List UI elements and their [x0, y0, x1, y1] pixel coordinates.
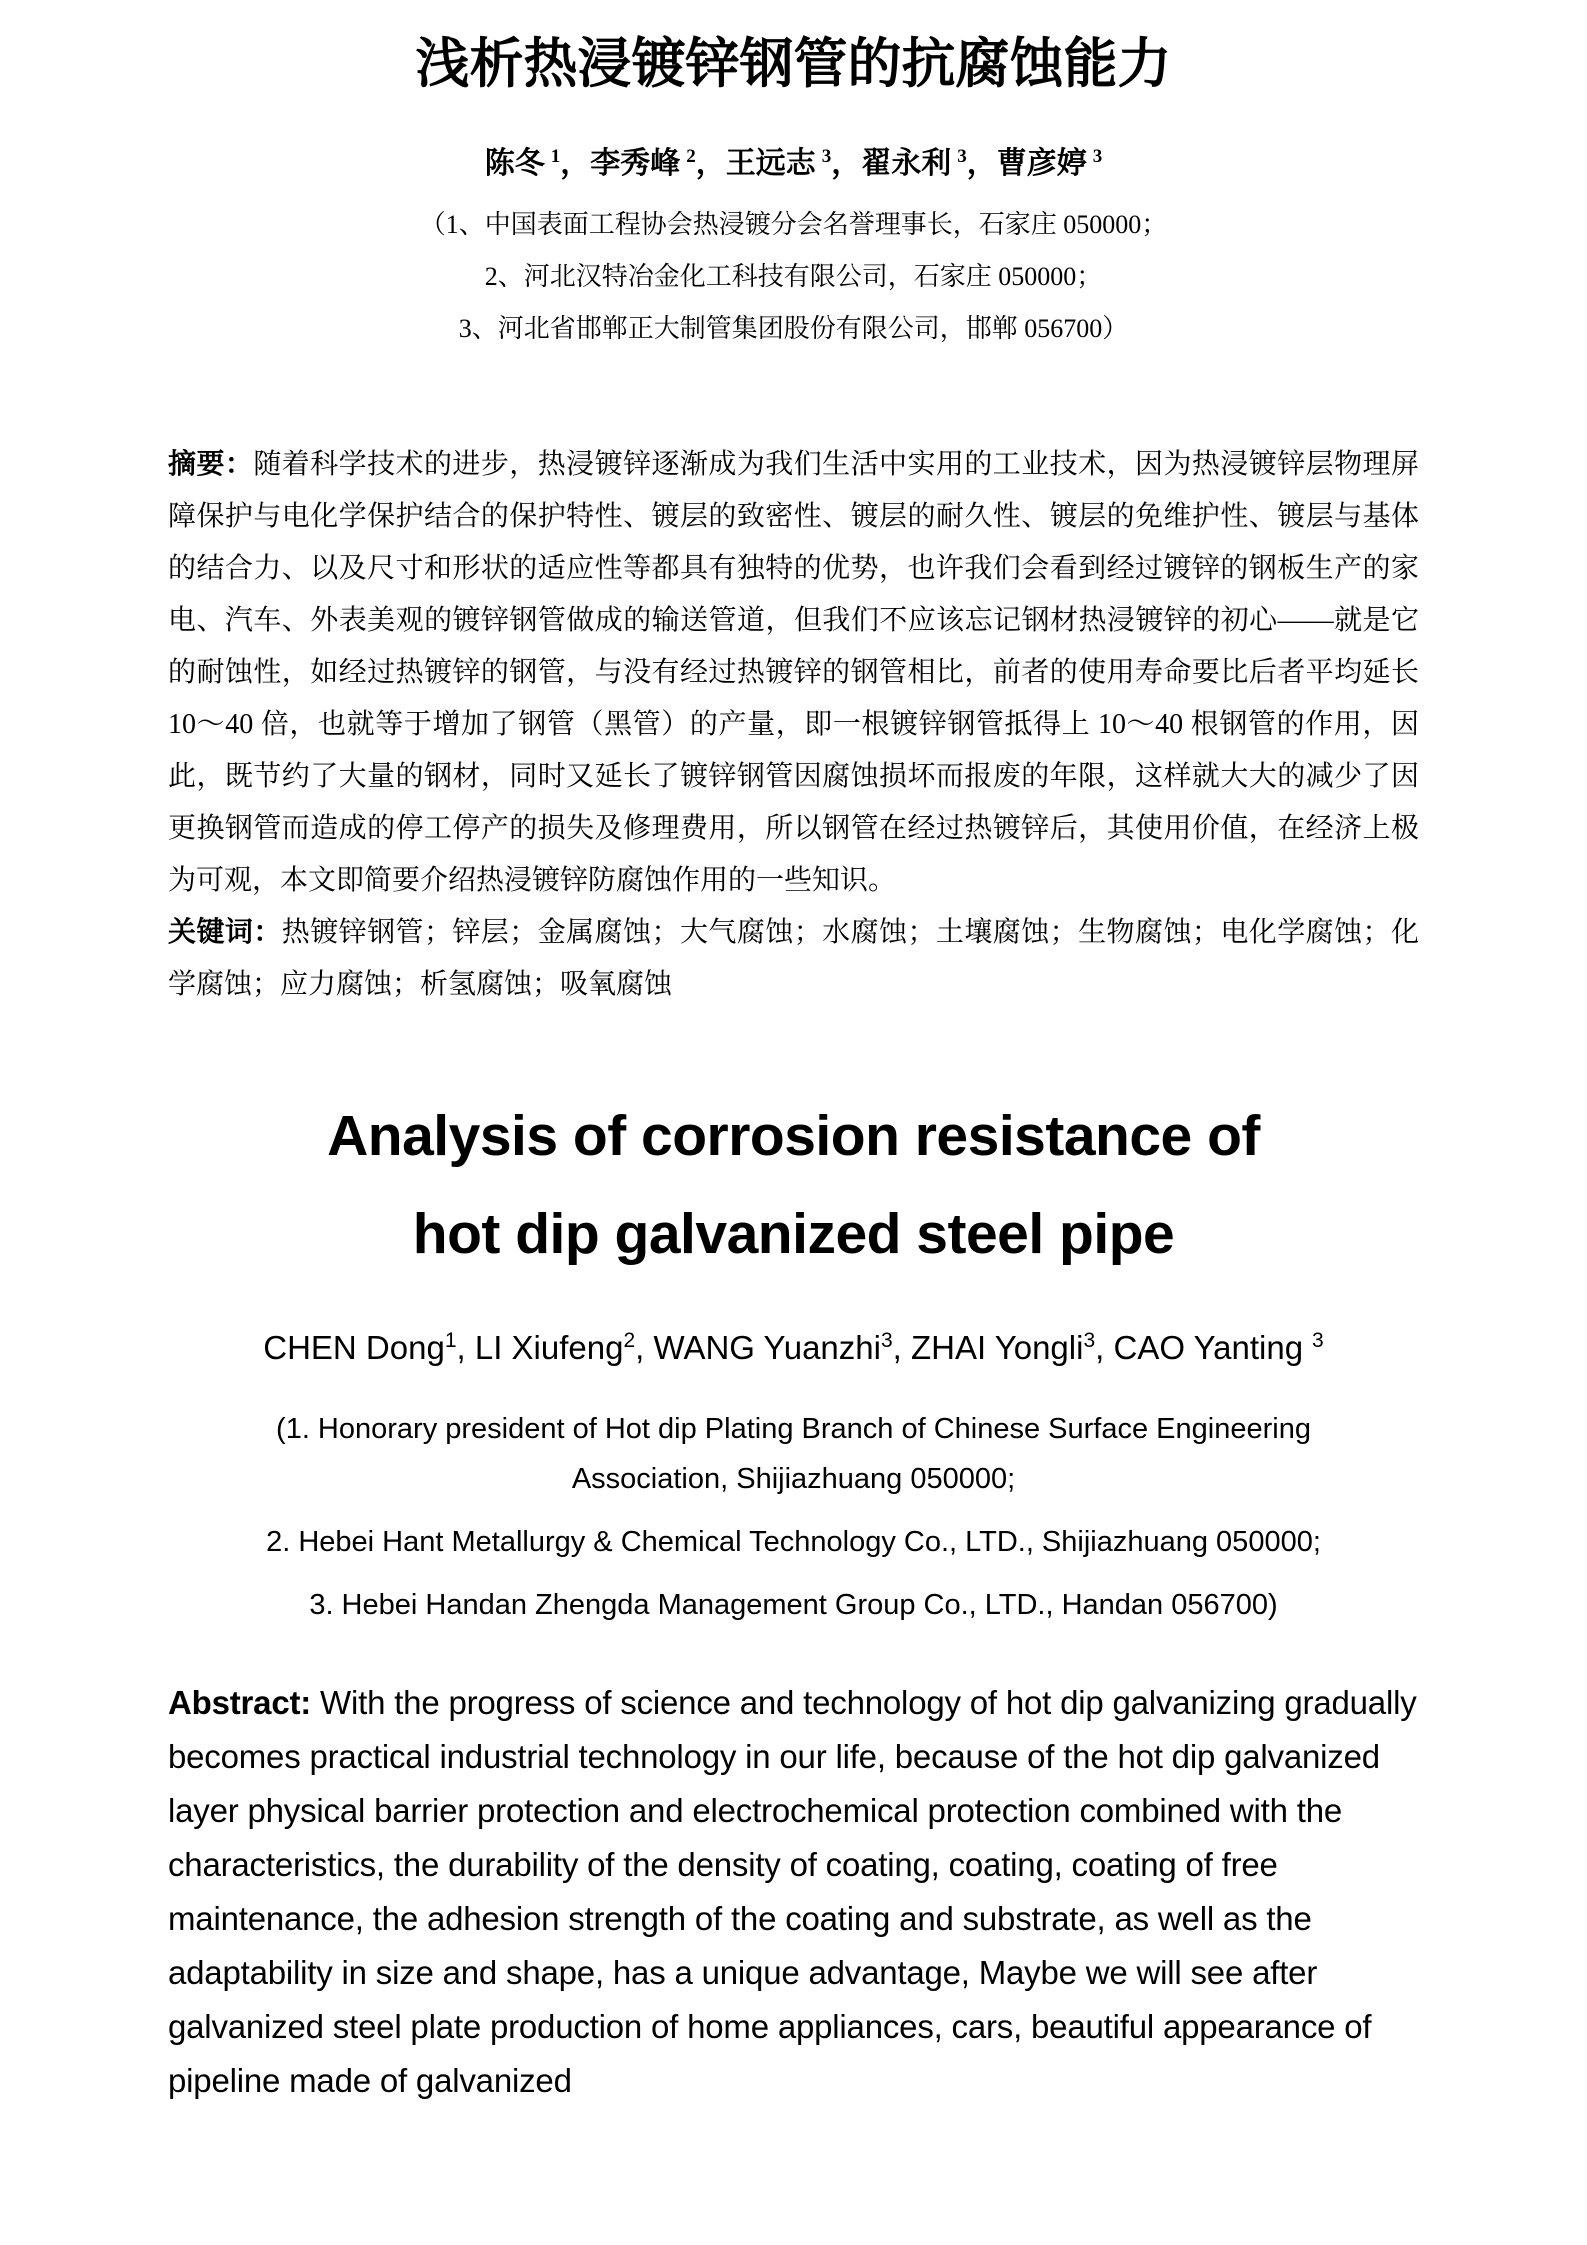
author-separator: , [1095, 1329, 1114, 1366]
english-abstract-text: With the progress of science and technology of hot dip galvanizing gradually becomes practical industrial technology in our life, because of the hot dip galvanized layer physical barrier protection and electrochemical protection combined with the characteristics, the durability of the density of coating, coating, coating of free maintenance, the adhesion strength of the coating and substrate, as well as the adaptability in size and shape, has a unique advantage, Maybe we will see after galvanized steel plate production of home appliances, cars, beautiful appearance of pipeline made of galvanized [168, 1684, 1417, 2099]
english-title [168, 1087, 1419, 1283]
author-superscript: 2 [623, 1329, 636, 1352]
author-separator: ， [966, 147, 997, 180]
english-authors [168, 1319, 1419, 1370]
chinese-affiliation-line: （1、中国表面工程协会热浸镀分会名誉理事长，石家庄 050000； [419, 210, 1168, 239]
author-separator: , [456, 1329, 475, 1366]
chinese-abstract [168, 439, 1419, 907]
author-superscript: 3 [1092, 146, 1103, 167]
chinese-author-name: 李秀峰 [590, 147, 681, 180]
author-superscript: 3 [880, 1329, 893, 1352]
author-superscript: 3 [1083, 1329, 1096, 1352]
author-separator: ， [560, 147, 591, 180]
english-title-line: Analysis of corrosion resistance of [327, 1104, 1260, 1168]
chinese-author-name: 陈冬 [484, 147, 545, 180]
author-superscript: 1 [550, 146, 561, 167]
chinese-authors [168, 136, 1419, 185]
english-affiliation-line: (1. Honorary president of Hot dip Plating Branch of Chinese Surface Engineering Association, Shijiazhuang 050000; [276, 1413, 1311, 1495]
english-author-name: LI Xiufeng [474, 1329, 624, 1366]
author-separator: , [892, 1329, 911, 1366]
english-author-name: CHEN Dong [263, 1329, 445, 1366]
chinese-abstract-label: 摘要： [168, 449, 254, 480]
chinese-author-name: 王远志 [725, 147, 816, 180]
author-separator: ， [695, 147, 726, 180]
chinese-affiliation-line: 3、河北省邯郸正大制管集团股份有限公司，邯郸 056700） [458, 314, 1129, 343]
author-superscript: 3 [821, 146, 832, 167]
chinese-keywords-text: 热镀锌钢管；锌层；金属腐蚀；大气腐蚀；水腐蚀；土壤腐蚀；生物腐蚀；电化学腐蚀；化学腐蚀；应力腐蚀；析氢腐蚀；吸氧腐蚀 [168, 917, 1419, 1000]
chinese-keywords-label: 关键词： [168, 917, 282, 948]
author-superscript: 1 [444, 1329, 457, 1352]
author-separator: ， [831, 147, 862, 180]
english-abstract-label: Abstract: [168, 1684, 312, 1721]
author-separator: , [635, 1329, 654, 1366]
author-superscript: 3 [1312, 1329, 1324, 1352]
english-author-name: CAO Yanting [1113, 1329, 1304, 1366]
chinese-affiliations [168, 199, 1419, 355]
english-affiliation-line: 2. Hebei Hant Metallurgy & Chemical Technology Co., LTD., Shijiazhuang 050000; [266, 1526, 1321, 1558]
chinese-affiliation-line: 2、河北汉特冶金化工科技有限公司，石家庄 050000； [484, 262, 1103, 291]
chinese-author-name: 曹彦婷 [996, 147, 1087, 180]
author-superscript: 3 [957, 146, 967, 167]
english-author-name: WANG Yuanzhi [653, 1329, 881, 1366]
english-affiliation-line: 3. Hebei Handan Zhengda Management Group Co., LTD., Handan 056700) [309, 1589, 1278, 1621]
english-title-line: hot dip galvanized steel pipe [412, 1202, 1175, 1266]
chinese-title: 浅析热浸镀锌钢管的抗腐蚀能力 [415, 34, 1172, 94]
chinese-abstract-text: 随着科学技术的进步，热浸镀锌逐渐成为我们生活中实用的工业技术，因为热浸镀锌层物理屏障保护与电化学保护结合的保护特性、镀层的致密性、镀层的耐久性、镀层的免维护性、镀层与基体的结合力、以及尺寸和形状的适应性等都具有独特的优势，也许我们会看到经过镀锌的钢板生产的家电、汽车、外表美观的镀锌钢管做成的输送管道，但我们不应该忘记钢材热浸镀锌的初心——就是它的耐蚀性，如经过热镀锌的钢管，与没有经过热镀锌的钢管相比，前者的使用寿命要比后者平均延长 10～40 倍，也就等于增加了钢管（黑管）的产量，即一根镀锌钢管抵得上 10～40 根钢管的作用，因此，既节约了大量的钢材，同时又延长了镀锌钢管因腐蚀损坏而报废的年限，这样就大大的减少了因更换钢管而造成的停工停产的损失及修理费用，所以钢管在经过热镀锌后，其使用价值，在经济上极为可观，本文即简要介绍热浸镀锌防腐蚀作用的一些知识。 [168, 449, 1419, 896]
english-abstract [168, 1676, 1419, 2108]
english-author-name: ZHAI Yongli [911, 1329, 1084, 1366]
author-superscript: 2 [686, 146, 696, 167]
chinese-author-name: 翟永利 [861, 147, 952, 180]
english-affiliations [168, 1404, 1419, 1630]
chinese-keywords [168, 907, 1419, 1011]
